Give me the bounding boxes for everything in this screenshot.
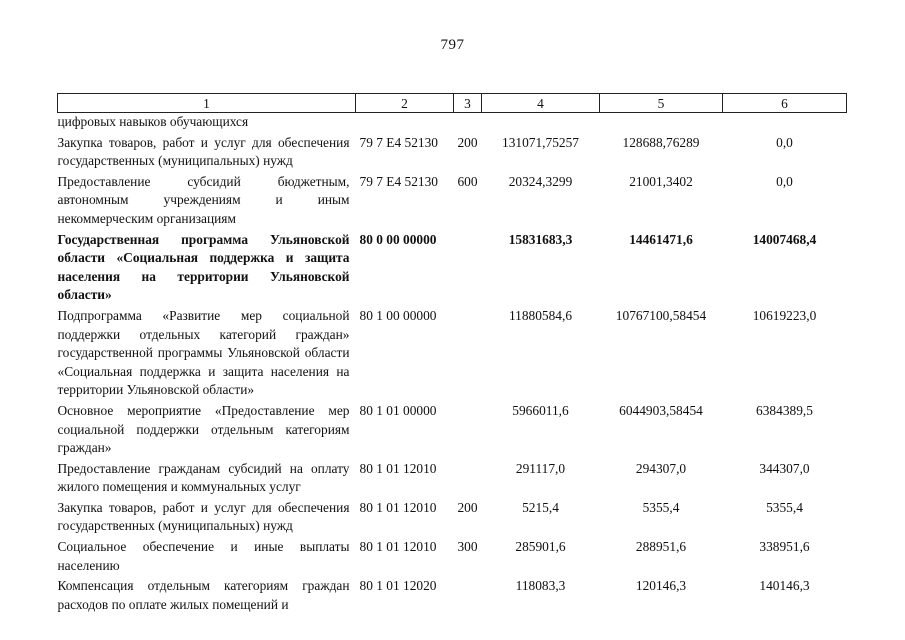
row-expense-type-cell [454,458,482,497]
row-value-1-cell: 118083,3 [515,578,566,594]
row-value-3-cell: 338951,6 [759,539,810,555]
row-value-3-cell [723,113,847,132]
table-row [58,229,847,305]
row-code-cell: 79 7 E4 52130 [359,173,438,189]
header-cell-2: 2 [356,94,454,113]
table-row [58,536,847,575]
row-value-2-cell: 120146,3 [635,578,687,594]
table-row [58,497,847,536]
row-expense-type-cell [454,575,482,614]
row-value-2-cell: 128688,76289 [622,134,700,150]
row-value-1-cell: 5966011,6 [512,402,569,418]
row-name-cell: Социальное обеспечение и иные выплаты населению [57,539,350,573]
row-code-cell: 80 1 01 12020 [359,578,437,594]
row-code-cell: 80 1 01 12010 [359,499,437,515]
row-value-1-cell: 15831683,3 [508,231,573,247]
header-cell-6: 6 [723,94,847,113]
table-row [58,400,847,458]
budget-table [57,93,847,614]
row-code-cell: 80 1 01 00000 [359,402,437,418]
row-value-1-cell: 285901,6 [515,539,566,555]
row-value-3-cell: 14007468,4 [752,231,817,247]
header-cell-1: 1 [58,94,356,113]
row-value-1-cell: 291117,0 [515,460,566,476]
row-code-cell: 80 1 01 12010 [359,460,437,476]
row-name-cell: Компенсация отдельным категориям граждан расходов по оплате жилых помещений и [57,578,350,612]
row-expense-type-cell [454,229,482,305]
row-code-cell: 79 7 E4 52130 [359,134,438,150]
row-code-cell: 80 1 00 00000 [359,307,437,323]
row-value-3-cell: 10619223,0 [752,307,817,323]
row-value-1-cell: 20324,3299 [508,173,573,189]
row-value-1-cell: 5215,4 [522,499,559,515]
row-code-cell [356,113,454,132]
row-value-3-cell: 0,0 [776,173,793,189]
row-code-cell: 80 1 01 12010 [359,539,437,555]
row-value-3-cell: 5355,4 [766,499,803,515]
row-expense-type-cell: 200 [457,499,478,515]
row-code-cell: 80 0 00 00000 [359,231,437,247]
row-value-3-cell: 140146,3 [759,578,810,594]
row-value-2-cell [600,113,723,132]
row-value-1-cell [482,113,600,132]
table-row [58,458,847,497]
row-name-cell: Основное мероприятие «Предоставление мер социальной поддержки отдельным категориям граждан» [57,402,350,456]
row-name-cell: Предоставление гражданам субсидий на оплату жилого помещения и коммунальных услуг [57,460,350,495]
row-name-cell: Подпрограмма «Развитие мер социальной поддержки отдельных категорий граждан» государственной программы Ульяновской области «Социальная поддержка и защита населения на территории Ульяновской области» [57,307,350,398]
row-expense-type-cell [454,400,482,458]
row-name-cell: цифровых навыков обучающихся [57,114,249,129]
row-expense-type-cell: 600 [457,173,478,189]
row-value-3-cell: 6384389,5 [756,402,813,418]
row-name-cell: Государственная программа Ульяновской области «Социальная поддержка и защита населения на территории Ульяновской области» [57,231,350,303]
table-row [58,575,847,614]
row-expense-type-cell: 300 [457,539,478,555]
row-value-1-cell: 131071,75257 [502,134,579,150]
row-value-2-cell: 21001,3402 [629,173,693,189]
table-row [58,132,847,171]
header-cell-4: 4 [482,94,600,113]
row-value-2-cell: 14461471,6 [629,231,693,247]
table-header-row [58,94,847,113]
row-expense-type-cell: 200 [457,134,478,150]
row-value-2-cell: 10767100,58454 [615,307,707,323]
header-cell-3: 3 [454,94,482,113]
table-row [58,113,847,132]
row-name-cell: Предоставление субсидий бюджетным, автономным учреждениям и иным некоммерческим организациям [57,173,350,226]
table-row [58,171,847,229]
row-value-3-cell: 344307,0 [759,460,810,476]
row-value-1-cell: 11880584,6 [508,307,573,323]
header-cell-5: 5 [600,94,723,113]
row-name-cell: Закупка товаров, работ и услуг для обеспечения государственных (муниципальных) нужд [57,134,350,169]
row-value-2-cell: 294307,0 [635,460,687,476]
table-body [58,113,847,615]
row-expense-type-cell [454,113,482,132]
row-value-2-cell: 288951,6 [635,539,687,555]
row-value-2-cell: 6044903,58454 [619,402,703,418]
row-name-cell: Закупка товаров, работ и услуг для обеспечения государственных (муниципальных) нужд [57,499,350,534]
row-expense-type-cell [454,305,482,400]
row-value-2-cell: 5355,4 [642,499,680,515]
page-number: 797 [440,37,465,53]
row-value-3-cell: 0,0 [776,134,793,150]
table-row [58,305,847,400]
